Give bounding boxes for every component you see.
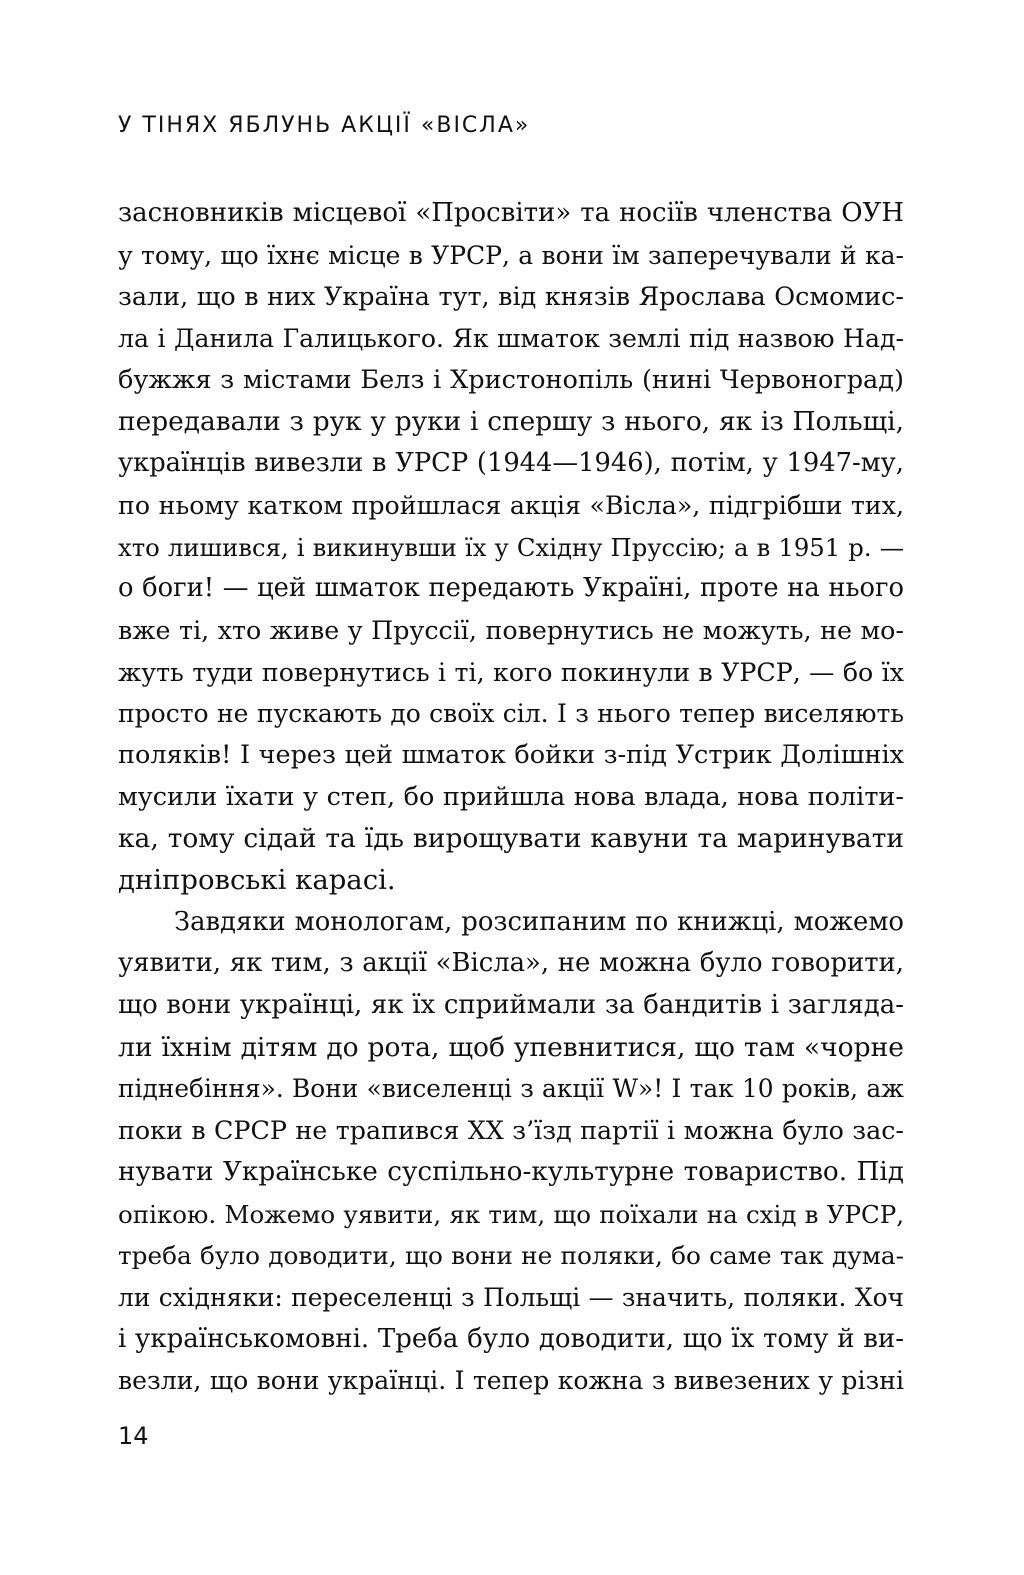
text-line: ка, тому сідай та їдь вирощувати кавуни та маринувати <box>118 823 904 855</box>
text-line: дніпровські карасі. <box>118 864 396 896</box>
page-number: 14 <box>118 1422 149 1450</box>
text-line: ли їхнім дітям до рота, щоб упевнитися, що там «чорне <box>118 1031 904 1063</box>
text-line: мусили їхати у степ, бо прийшла нова влада, нова політи- <box>118 781 904 812</box>
text-line: поки в СРСР не трапився ХХ з’їзд партії і можна було зас- <box>118 1115 904 1146</box>
text-line: зали, що в них Україна тут, від князів Ярослава Осмомис- <box>118 281 904 312</box>
text-line: просто не пускають до своїх сіл. І з нього тепер виселяють <box>118 699 904 729</box>
text-line: ла і Данила Галицького. Як шматок землі під назвою Над- <box>118 324 904 354</box>
paragraph-2 <box>118 902 904 1402</box>
text-line: ли східняки: переселенці з Польщі — значить, поляки. Хоч <box>118 1282 904 1312</box>
text-line: і українськомовні. Треба було доводити, що їх тому й ви- <box>118 1323 904 1354</box>
text-line: жуть туди повернутись і ті, кого покинули в УРСР, — бо їх <box>118 657 904 687</box>
running-head: У ТІНЯХ ЯБЛУНЬ АКЦІЇ «ВІСЛА» <box>118 113 531 138</box>
text-line: уявити, як тим, з акції «Вісла», не можна було говорити, <box>118 948 904 979</box>
text-line: по ньому катком пройшлася акція «Вісла», підгрібши тих, <box>118 490 904 520</box>
text-line: нувати Українське суспільно-культурне товариство. Під <box>118 1156 904 1187</box>
text-line: вже ті, хто живе у Пруссії, повернутись не можуть, не мо- <box>118 614 904 645</box>
text-line: що вони українці, як їх сприймали за бандитів і загляда- <box>118 990 904 1021</box>
text-line: українців вивезли в УРСР (1944—1946), потім, у 1947-му, <box>118 448 904 479</box>
text-line: передавали з рук у руки і спершу з нього, як із Польщі, <box>118 406 904 438</box>
text-line: хто лишився, і викинувши їх у Східну Пруссію; а в 1951 р. — <box>118 532 904 562</box>
text-line: у тому, що їхнє місце в УРСР, а вони їм заперечували й ка- <box>118 240 904 270</box>
body-text <box>118 193 904 1402</box>
text-line: везли, що вони українці. І тепер кожна з вивезених у різні <box>118 1366 904 1396</box>
text-line: Завдяки монологам, розсипаним по книжці, можемо <box>174 906 904 937</box>
text-line: опікою. Можемо уявити, як тим, що поїхали на схід в УРСР, <box>118 1199 904 1229</box>
text-line: о боги! — цей шматок передають Україні, проте на нього <box>118 573 904 604</box>
paragraph-1 <box>118 193 904 902</box>
text-line: засновників місцевої «Просвіти» та носіїв членства ОУН <box>118 198 904 228</box>
text-line: треба було доводити, що вони не поляки, бо саме так дума- <box>118 1241 904 1271</box>
text-line: піднебіння». Вони «виселенці з акції W»! І так 10 років, аж <box>118 1074 904 1104</box>
text-line: бужжя з містами Белз і Христонопіль (нині Червоноград) <box>118 364 904 395</box>
text-line: поляків! І через цей шматок бойки з-під Устрик Долішніх <box>118 739 904 770</box>
